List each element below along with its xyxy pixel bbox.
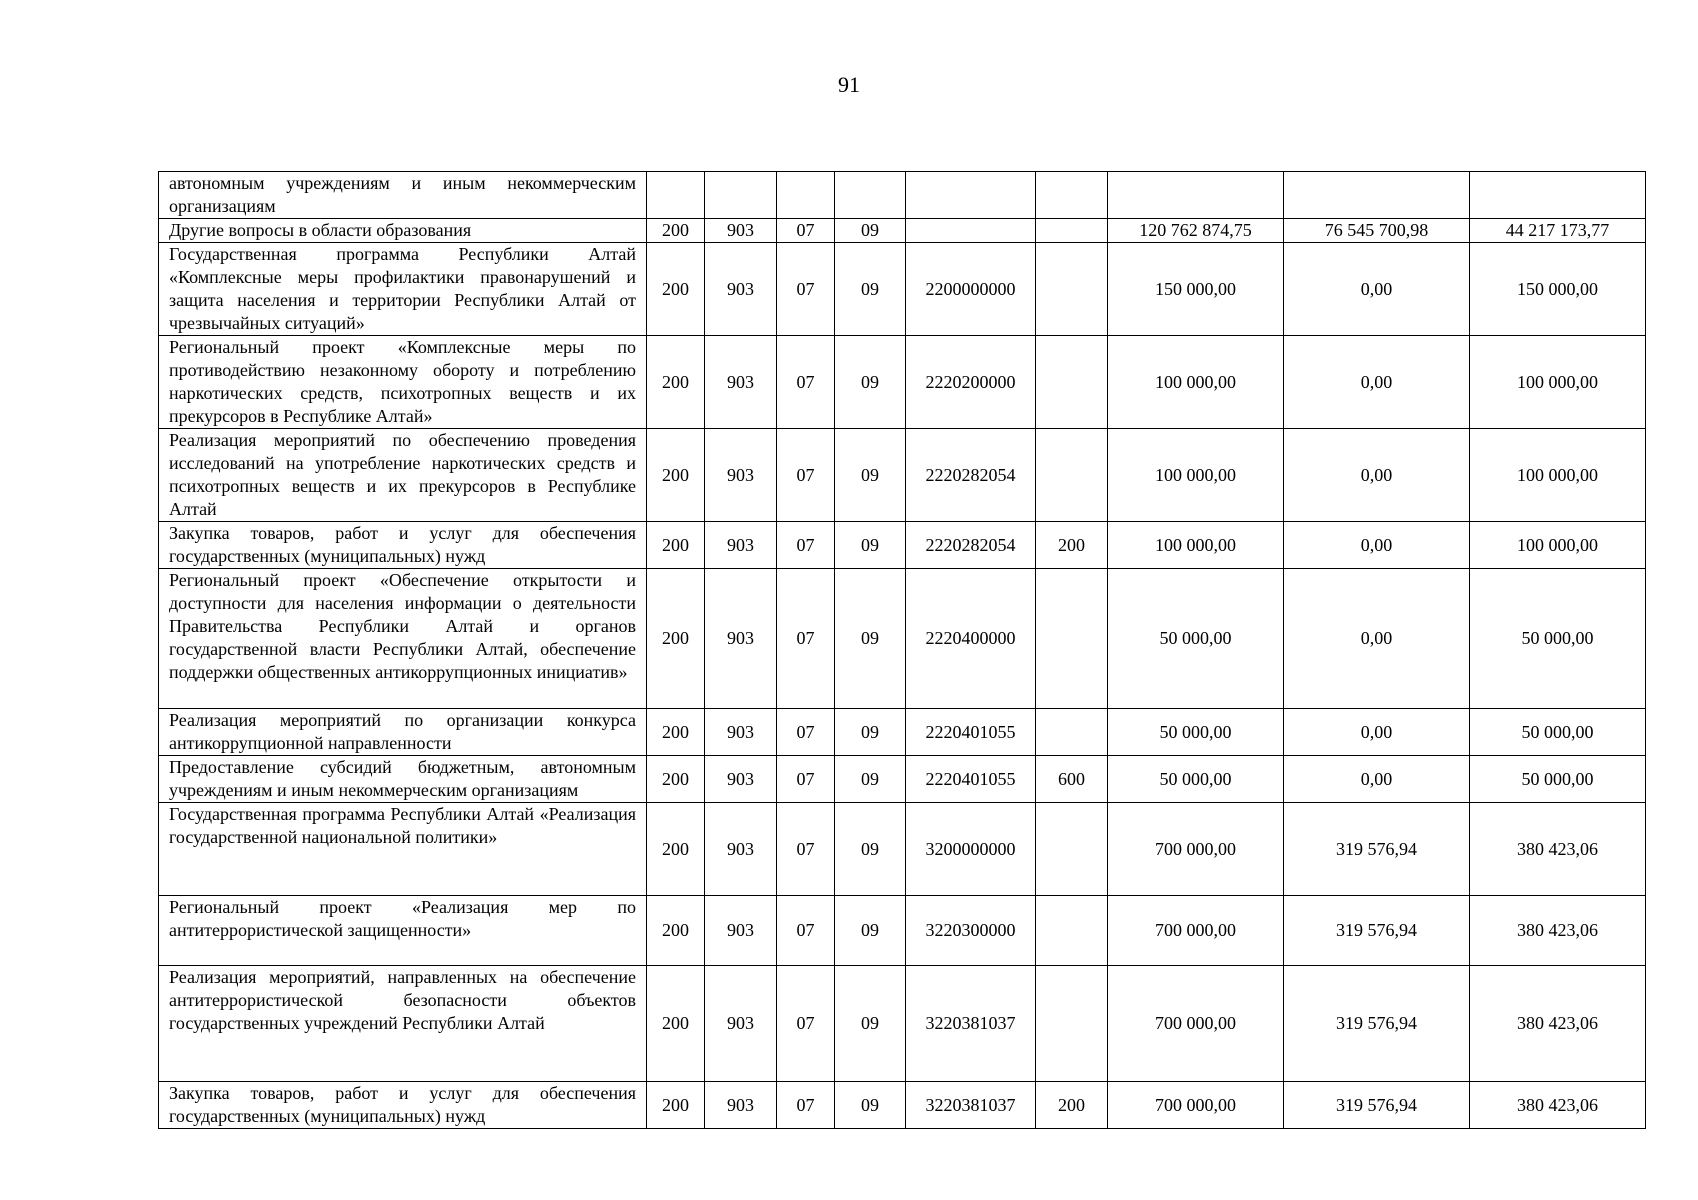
row-rz-cell: 07: [777, 336, 835, 429]
row-sum3-cell: 380 423,06: [1470, 966, 1646, 1082]
row-sum2-cell: 319 576,94: [1284, 896, 1470, 966]
row-pr-cell: 09: [835, 429, 906, 522]
row-sum2-cell: 0,00: [1284, 522, 1470, 569]
row-name-cell: Другие вопросы в области образования: [159, 219, 647, 243]
row-csr-cell: 2200000000: [906, 243, 1036, 336]
row-gr-cell: 200: [647, 243, 705, 336]
row-rz-cell: 07: [777, 756, 835, 803]
row-sum2-cell: 76 545 700,98: [1284, 219, 1470, 243]
row-vr-cell: [1036, 896, 1108, 966]
row-gr-cell: 200: [647, 569, 705, 709]
row-sum2-cell: 0,00: [1284, 569, 1470, 709]
row-csr-cell: 2220200000: [906, 336, 1036, 429]
row-vr-cell: [1036, 336, 1108, 429]
page-number: 91: [838, 72, 860, 97]
table-row: [159, 756, 1646, 803]
row-csr-cell: 3200000000: [906, 803, 1036, 896]
row-pr-cell: 09: [835, 569, 906, 709]
row-vr-cell: [1036, 243, 1108, 336]
row-sum3-cell: 380 423,06: [1470, 803, 1646, 896]
row-gr-cell: 200: [647, 219, 705, 243]
row-ved-cell: 903: [705, 522, 777, 569]
table-row: [159, 522, 1646, 569]
row-name-cell: Реализация мероприятий по организации конкурса антикоррупционной направленности: [159, 709, 647, 756]
row-sum2-cell: 0,00: [1284, 336, 1470, 429]
row-rz-cell: [777, 172, 835, 219]
row-gr-cell: 200: [647, 336, 705, 429]
row-csr-cell: 2220282054: [906, 522, 1036, 569]
row-pr-cell: 09: [835, 709, 906, 756]
row-sum2-cell: 319 576,94: [1284, 966, 1470, 1082]
row-ved-cell: 903: [705, 709, 777, 756]
row-pr-cell: 09: [835, 803, 906, 896]
row-sum3-cell: 100 000,00: [1470, 336, 1646, 429]
row-sum1-cell: 100 000,00: [1108, 429, 1284, 522]
row-sum2-cell: 319 576,94: [1284, 803, 1470, 896]
row-pr-cell: 09: [835, 219, 906, 243]
row-pr-cell: 09: [835, 336, 906, 429]
row-sum1-cell: 100 000,00: [1108, 522, 1284, 569]
row-ved-cell: 903: [705, 336, 777, 429]
row-sum3-cell: 50 000,00: [1470, 709, 1646, 756]
row-name-cell: Региональный проект «Обеспечение открытости и доступности для населения информации о деятельности Правительства Республики Алтай и органов государственной власти Республики Алтай, обеспечение поддержки общественных антикоррупционных инициатив»: [159, 569, 647, 709]
row-sum2-cell: 0,00: [1284, 709, 1470, 756]
row-rz-cell: 07: [777, 709, 835, 756]
row-sum1-cell: 100 000,00: [1108, 336, 1284, 429]
row-gr-cell: [647, 172, 705, 219]
row-sum1-cell: [1108, 172, 1284, 219]
table-row: [159, 172, 1646, 219]
row-gr-cell: 200: [647, 756, 705, 803]
row-sum3-cell: 50 000,00: [1470, 756, 1646, 803]
table-row: [159, 336, 1646, 429]
row-sum1-cell: 150 000,00: [1108, 243, 1284, 336]
row-sum3-cell: 44 217 173,77: [1470, 219, 1646, 243]
row-rz-cell: 07: [777, 569, 835, 709]
row-vr-cell: [1036, 569, 1108, 709]
row-gr-cell: 200: [647, 803, 705, 896]
row-ved-cell: 903: [705, 896, 777, 966]
table-row: [159, 803, 1646, 896]
row-ved-cell: 903: [705, 966, 777, 1082]
row-gr-cell: 200: [647, 522, 705, 569]
row-name-cell: Реализация мероприятий по обеспечению проведения исследований на употребление наркотических средств и психотропных веществ и их прекурсоров в Республике Алтай: [159, 429, 647, 522]
row-sum3-cell: [1470, 172, 1646, 219]
row-ved-cell: 903: [705, 219, 777, 243]
row-rz-cell: 07: [777, 966, 835, 1082]
row-ved-cell: 903: [705, 569, 777, 709]
row-sum1-cell: 120 762 874,75: [1108, 219, 1284, 243]
row-ved-cell: [705, 172, 777, 219]
row-rz-cell: 07: [777, 522, 835, 569]
row-sum3-cell: 380 423,06: [1470, 896, 1646, 966]
row-pr-cell: [835, 172, 906, 219]
row-sum3-cell: 100 000,00: [1470, 522, 1646, 569]
row-ved-cell: 903: [705, 243, 777, 336]
row-vr-cell: 200: [1036, 1082, 1108, 1129]
row-sum2-cell: [1284, 172, 1470, 219]
row-pr-cell: 09: [835, 896, 906, 966]
row-sum3-cell: 50 000,00: [1470, 569, 1646, 709]
row-vr-cell: [1036, 172, 1108, 219]
row-name-cell: автономным учреждениям и иным некоммерческим организациям: [159, 172, 647, 219]
row-sum2-cell: 0,00: [1284, 429, 1470, 522]
row-pr-cell: 09: [835, 966, 906, 1082]
row-gr-cell: 200: [647, 966, 705, 1082]
row-pr-cell: 09: [835, 522, 906, 569]
row-name-cell: Государственная программа Республики Алтай «Реализация государственной национальной политики»: [159, 803, 647, 896]
row-sum1-cell: 700 000,00: [1108, 1082, 1284, 1129]
budget-table: [158, 171, 1646, 1129]
row-ved-cell: 903: [705, 756, 777, 803]
row-name-cell: Закупка товаров, работ и услуг для обеспечения государственных (муниципальных) нужд: [159, 522, 647, 569]
row-name-cell: Государственная программа Республики Алтай «Комплексные меры профилактики правонарушений и защита населения и территории Республики Алтай от чрезвычайных ситуаций»: [159, 243, 647, 336]
row-sum3-cell: 380 423,06: [1470, 1082, 1646, 1129]
row-pr-cell: 09: [835, 243, 906, 336]
row-vr-cell: [1036, 429, 1108, 522]
row-sum2-cell: 319 576,94: [1284, 1082, 1470, 1129]
row-ved-cell: 903: [705, 803, 777, 896]
row-vr-cell: [1036, 966, 1108, 1082]
row-csr-cell: [906, 172, 1036, 219]
table-row: [159, 966, 1646, 1082]
row-rz-cell: 07: [777, 803, 835, 896]
row-sum3-cell: 150 000,00: [1470, 243, 1646, 336]
row-name-cell: Реализация мероприятий, направленных на обеспечение антитеррористической безопасности объектов государственных учреждений Республики Алтай: [159, 966, 647, 1082]
row-rz-cell: 07: [777, 896, 835, 966]
table-row: [159, 709, 1646, 756]
row-sum1-cell: 700 000,00: [1108, 803, 1284, 896]
row-vr-cell: [1036, 709, 1108, 756]
table-row: [159, 1082, 1646, 1129]
row-gr-cell: 200: [647, 896, 705, 966]
table-row: [159, 569, 1646, 709]
row-csr-cell: [906, 219, 1036, 243]
row-sum2-cell: 0,00: [1284, 243, 1470, 336]
row-sum3-cell: 100 000,00: [1470, 429, 1646, 522]
table-row: [159, 243, 1646, 336]
row-sum1-cell: 700 000,00: [1108, 966, 1284, 1082]
row-name-cell: Региональный проект «Реализация мер по антитеррористической защищенности»: [159, 896, 647, 966]
row-rz-cell: 07: [777, 219, 835, 243]
row-rz-cell: 07: [777, 1082, 835, 1129]
row-vr-cell: 200: [1036, 522, 1108, 569]
row-vr-cell: [1036, 219, 1108, 243]
row-sum1-cell: 50 000,00: [1108, 756, 1284, 803]
row-csr-cell: 2220401055: [906, 756, 1036, 803]
row-name-cell: Закупка товаров, работ и услуг для обеспечения государственных (муниципальных) нужд: [159, 1082, 647, 1129]
row-sum2-cell: 0,00: [1284, 756, 1470, 803]
table-row: [159, 429, 1646, 522]
row-sum1-cell: 50 000,00: [1108, 569, 1284, 709]
row-csr-cell: 3220381037: [906, 1082, 1036, 1129]
row-sum1-cell: 700 000,00: [1108, 896, 1284, 966]
row-csr-cell: 2220401055: [906, 709, 1036, 756]
row-gr-cell: 200: [647, 1082, 705, 1129]
row-pr-cell: 09: [835, 756, 906, 803]
table-body: [159, 172, 1646, 1129]
row-gr-cell: 200: [647, 429, 705, 522]
row-csr-cell: 3220381037: [906, 966, 1036, 1082]
row-pr-cell: 09: [835, 1082, 906, 1129]
row-csr-cell: 2220282054: [906, 429, 1036, 522]
row-rz-cell: 07: [777, 429, 835, 522]
row-name-cell: Предоставление субсидий бюджетным, автономным учреждениям и иным некоммерческим организациям: [159, 756, 647, 803]
row-gr-cell: 200: [647, 709, 705, 756]
row-name-cell: Региональный проект «Комплексные меры по противодействию незаконному обороту и потреблению наркотических средств, психотропных веществ и их прекурсоров в Республике Алтай»: [159, 336, 647, 429]
table-row: [159, 896, 1646, 966]
row-ved-cell: 903: [705, 429, 777, 522]
row-csr-cell: 2220400000: [906, 569, 1036, 709]
table-row: [159, 219, 1646, 243]
row-csr-cell: 3220300000: [906, 896, 1036, 966]
row-vr-cell: [1036, 803, 1108, 896]
row-sum1-cell: 50 000,00: [1108, 709, 1284, 756]
row-ved-cell: 903: [705, 1082, 777, 1129]
row-vr-cell: 600: [1036, 756, 1108, 803]
row-rz-cell: 07: [777, 243, 835, 336]
